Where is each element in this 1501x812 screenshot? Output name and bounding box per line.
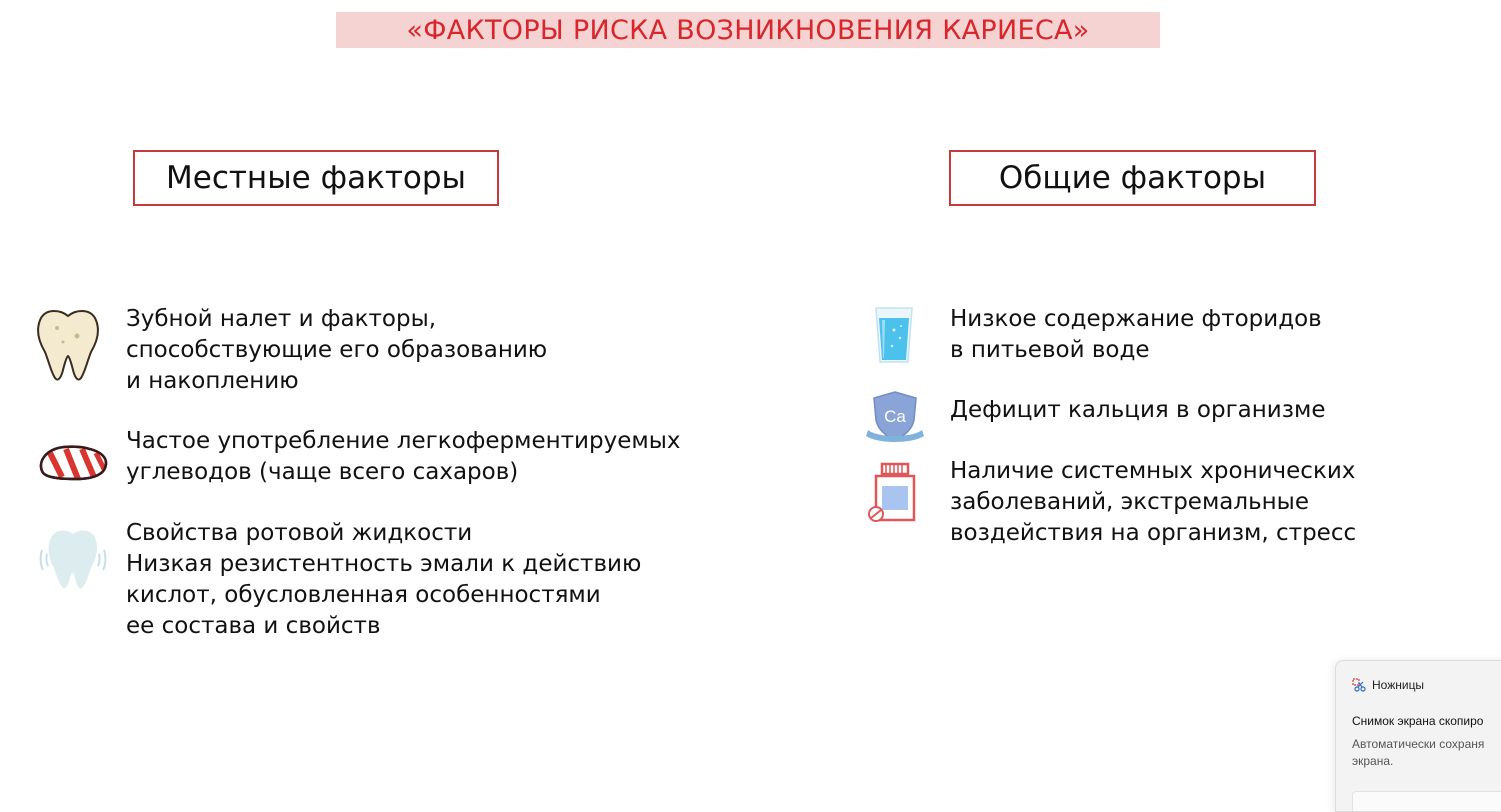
general-item-fluoride — [950, 304, 1322, 366]
item-line: кислот, обусловленная особенностями — [126, 582, 601, 608]
notification-title: Снимок экрана скопиро — [1352, 714, 1484, 728]
scissors-icon — [1352, 678, 1366, 692]
slide-title: «ФАКТОРЫ РИСКА ВОЗНИКНОВЕНИЯ КАРИЕСА» — [406, 15, 1090, 46]
local-item-plaque — [126, 304, 547, 397]
item-line: Дефицит кальция в организме — [950, 397, 1326, 423]
candy-icon — [36, 443, 110, 483]
item-line: заболеваний, экстремальные — [950, 489, 1309, 515]
notification-app-name: Ножницы — [1372, 678, 1425, 692]
item-line: Низкое содержание фторидов — [950, 306, 1322, 332]
item-line: Свойства ротовой жидкости — [126, 520, 473, 546]
item-line: углеводов (чаще всего сахаров) — [126, 459, 519, 485]
item-line: способствующие его образованию — [126, 337, 548, 363]
general-factors-heading: Общие факторы — [949, 150, 1316, 206]
item-line: воздействия на организм, стресс — [950, 520, 1357, 546]
snipping-notification[interactable] — [1335, 660, 1501, 812]
medicine-bottle-icon — [868, 462, 922, 524]
item-line: и накоплению — [126, 368, 299, 394]
water-glass-icon — [874, 306, 914, 364]
sensitive-tooth-icon — [38, 526, 108, 590]
svg-text:Ca: Ca — [884, 407, 906, 426]
item-line: ее состава и свойств — [126, 613, 381, 639]
item-line: Наличие системных хронических — [950, 458, 1356, 484]
tooth-icon — [33, 306, 103, 382]
general-item-calcium — [950, 395, 1325, 426]
item-line: в питьевой воде — [950, 337, 1150, 363]
item-line: Зубной налет и факторы, — [126, 306, 437, 332]
notification-action-button[interactable] — [1352, 791, 1501, 812]
calcium-shield-icon — [864, 390, 926, 444]
local-item-saliva — [126, 518, 641, 642]
local-factors-heading: Местные факторы — [133, 150, 499, 206]
local-item-carbs — [126, 426, 680, 488]
general-item-systemic — [950, 456, 1356, 549]
item-line: Низкая резистентность эмали к действию — [126, 551, 642, 577]
title-banner — [336, 12, 1160, 48]
notification-body: Автоматически сохраня экрана. — [1352, 737, 1485, 768]
item-line: Частое употребление легкоферментируемых — [126, 428, 681, 454]
